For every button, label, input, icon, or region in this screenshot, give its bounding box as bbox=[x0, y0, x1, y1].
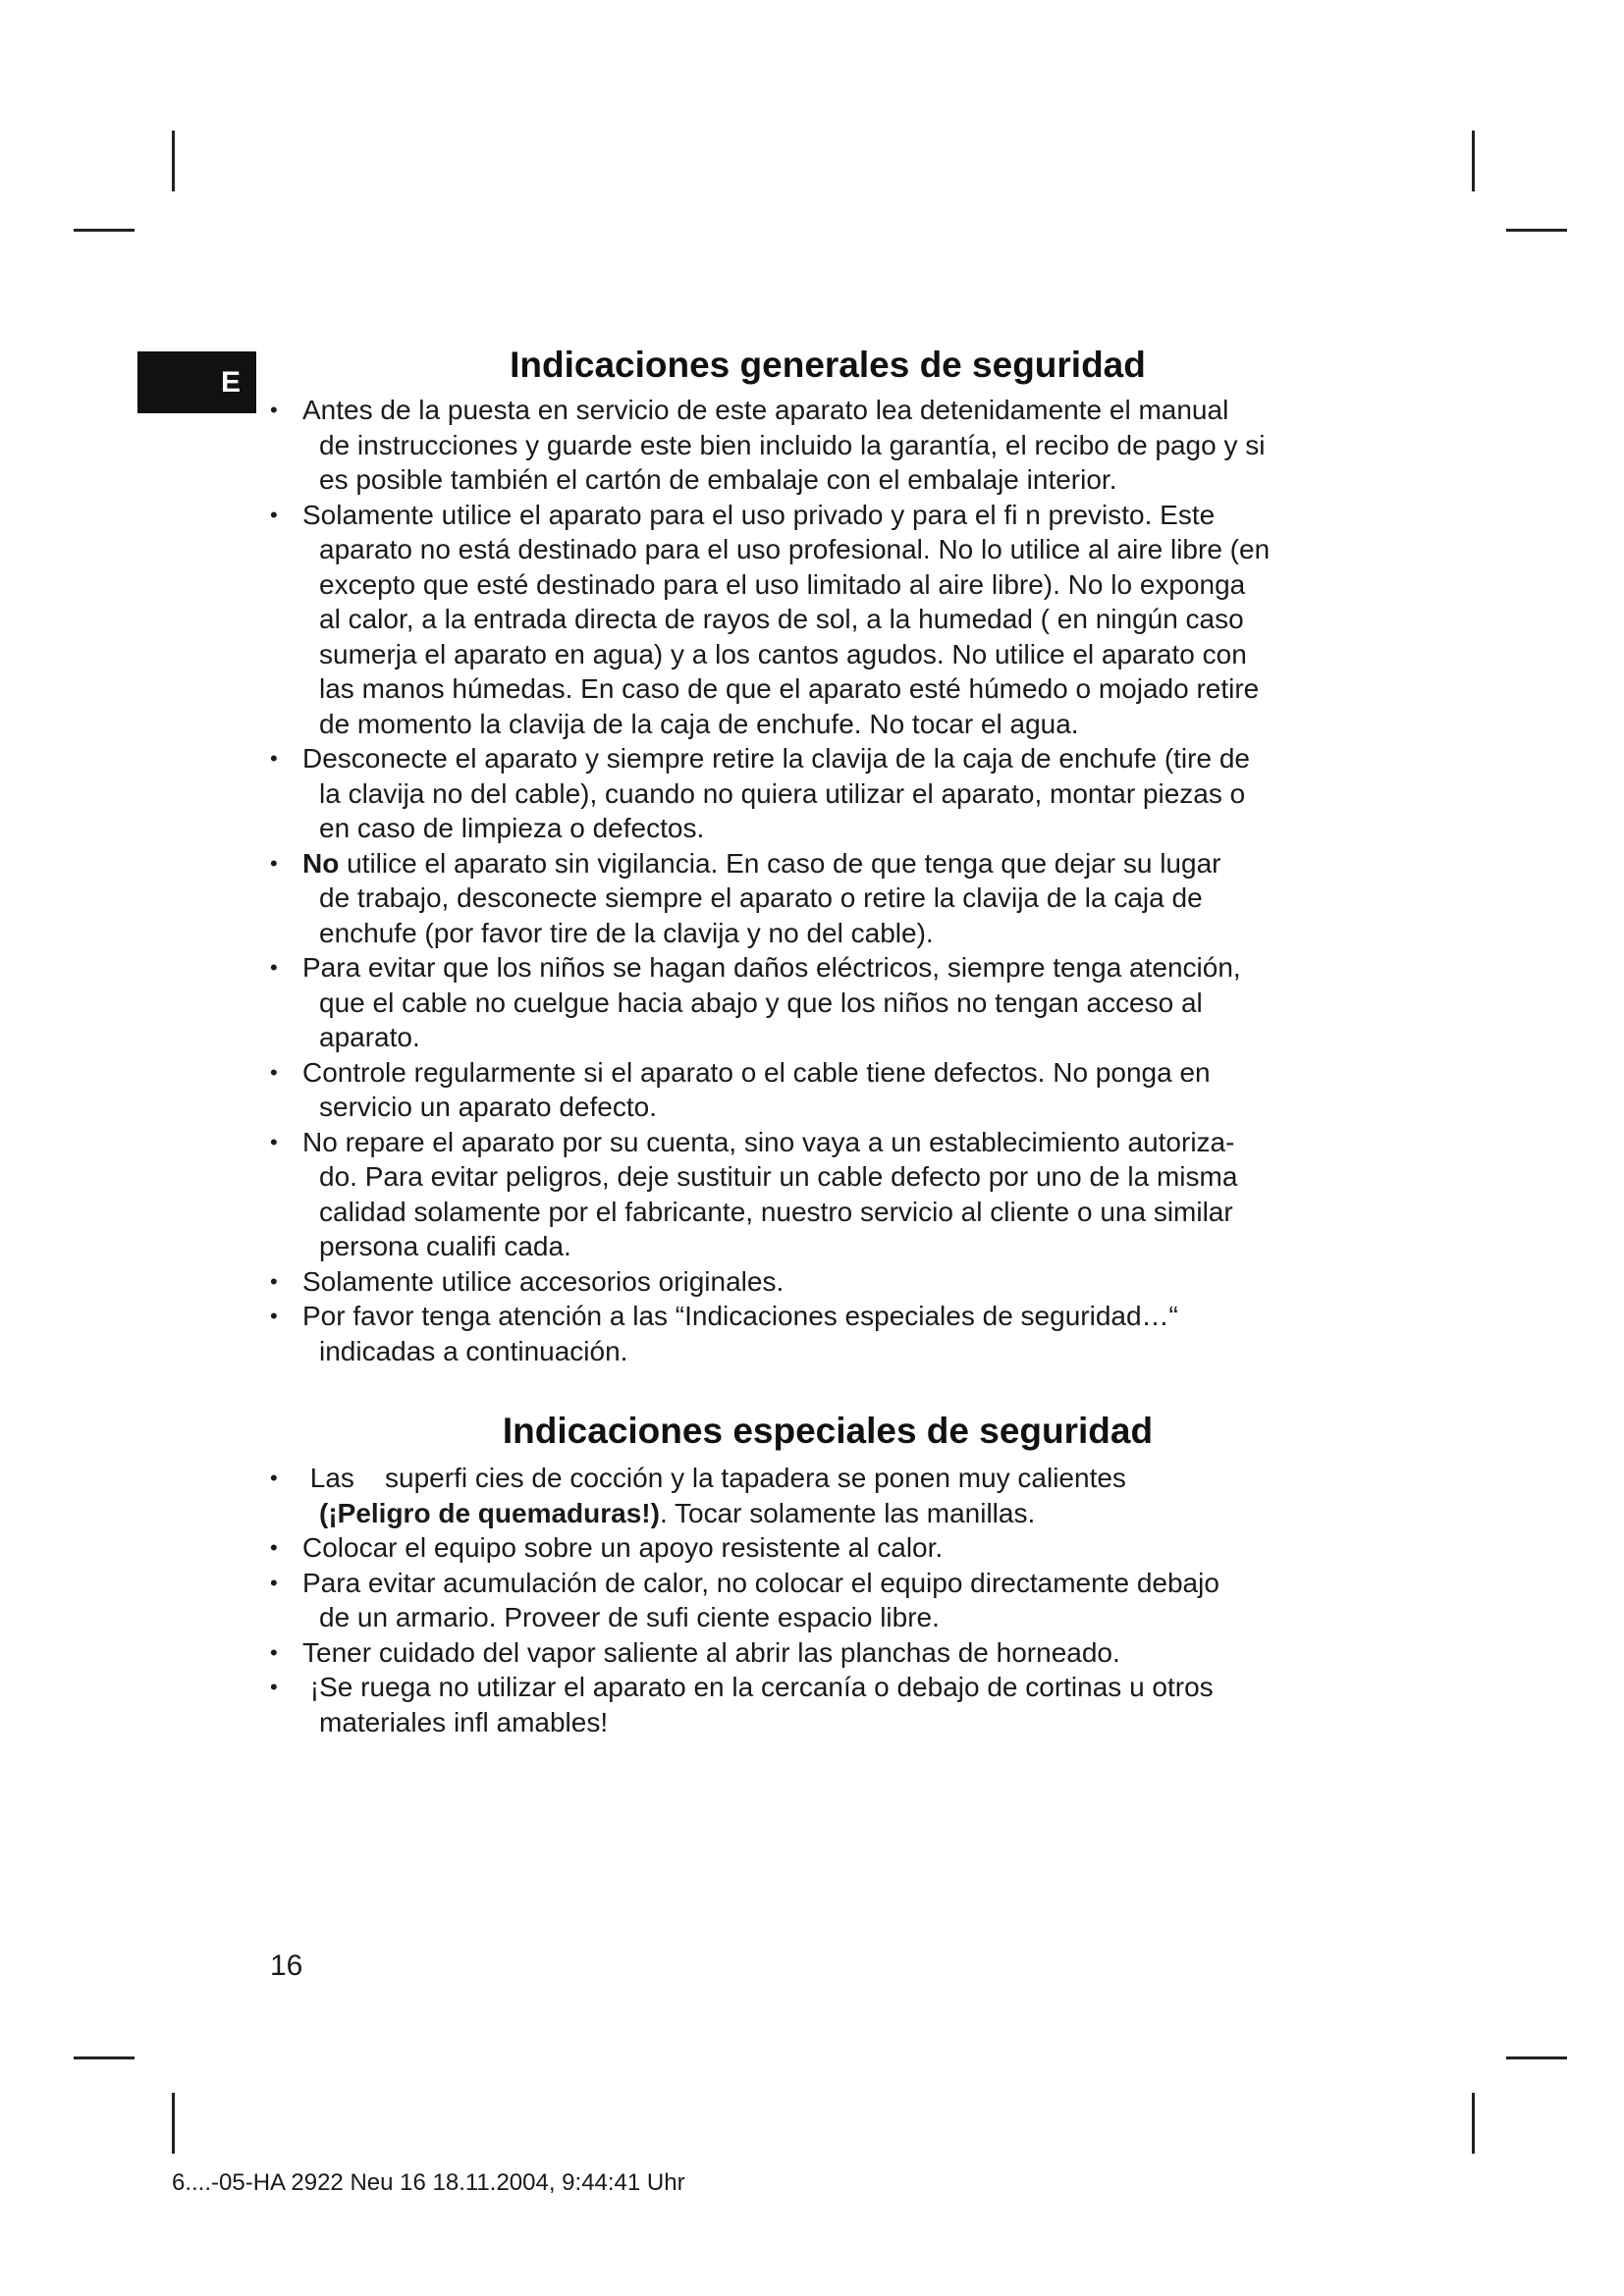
list-item bbox=[268, 950, 1387, 1055]
general-safety-list bbox=[268, 393, 1387, 1368]
list-item bbox=[268, 1670, 1387, 1739]
line: • No repare el aparato por su cuenta, sino vaya a un establecimiento autoriza- bbox=[302, 1126, 1235, 1157]
line: materiales infl amables! bbox=[319, 1706, 609, 1737]
line: al calor, a la entrada directa de rayos de sol, a la humedad ( en ningún caso bbox=[319, 604, 1244, 634]
line bbox=[302, 1496, 1387, 1531]
page-number: 16 bbox=[270, 1949, 303, 1982]
crop-mark-top-left-horizontal bbox=[74, 229, 135, 232]
crop-mark-bottom-right-horizontal bbox=[1506, 2056, 1567, 2059]
language-tab-label: E bbox=[220, 365, 241, 399]
line: indicadas a continuación. bbox=[319, 1335, 628, 1366]
line bbox=[302, 846, 1387, 881]
line: • ¡Se ruega no utilizar el aparato en la cercanía o debajo de cortinas u otros bbox=[302, 1672, 1214, 1702]
line: • Desconecte el aparato y siempre retire la clavija de la caja de enchufe (tire de bbox=[302, 743, 1250, 774]
crop-mark-top-left-vertical bbox=[172, 131, 175, 191]
crop-mark-bottom-left-vertical bbox=[172, 2093, 175, 2154]
line: de un armario. Proveer de sufi ciente espacio libre. bbox=[319, 1602, 940, 1632]
warning-bold: (¡Peligro de quemaduras!) bbox=[319, 1497, 660, 1528]
line: las manos húmedas. En caso de que el aparato esté húmedo o mojado retire bbox=[319, 673, 1260, 704]
special-safety-list bbox=[268, 1461, 1387, 1739]
line: sumerja el aparato en agua) y a los cantos agudos. No utilice el aparato con bbox=[319, 638, 1247, 669]
line: • Las superfi cies de cocción y la tapadera se ponen muy calientes bbox=[302, 1463, 1126, 1493]
line: • Para evitar acumulación de calor, no colocar el equipo directamente debajo bbox=[302, 1567, 1219, 1598]
line: • Antes de la puesta en servicio de este aparato lea detenidamente el manual bbox=[302, 395, 1229, 425]
crop-mark-top-right-vertical bbox=[1472, 131, 1475, 191]
line: es posible también el cartón de embalaje con el embalaje interior. bbox=[319, 464, 1117, 495]
crop-mark-bottom-left-horizontal bbox=[74, 2056, 135, 2059]
line: de trabajo, desconecte siempre el aparato o retire la clavija de la caja de bbox=[319, 882, 1203, 913]
line: aparato. bbox=[319, 1022, 420, 1052]
general-safety-title: Indicaciones generales de seguridad bbox=[510, 345, 1146, 385]
list-item bbox=[268, 1264, 1387, 1300]
line-text: utilice el aparato sin vigilancia. En caso de que tenga que dejar su lugar bbox=[339, 847, 1221, 879]
list-item bbox=[268, 1530, 1387, 1566]
line-text: . Tocar solamente las manillas. bbox=[659, 1497, 1036, 1528]
list-item bbox=[268, 1055, 1387, 1125]
line: • Para evitar que los niños se hagan daños eléctricos, siempre tenga atención, bbox=[302, 952, 1241, 983]
line: de momento la clavija de la caja de enchufe. No tocar el agua. bbox=[319, 708, 1079, 739]
bold-lead: No bbox=[302, 847, 340, 879]
line: • Controle regularmente si el aparato o el cable tiene defectos. No ponga en bbox=[302, 1056, 1211, 1088]
list-item bbox=[268, 498, 1387, 742]
general-safety-section bbox=[268, 344, 1387, 1368]
list-item bbox=[268, 1125, 1387, 1264]
print-footer: 6....-05-HA 2922 Neu 16 18.11.2004, 9:44:41 Uhr bbox=[172, 2169, 685, 2196]
language-tab bbox=[137, 351, 256, 413]
line: • Por favor tenga atención a las “Indicaciones especiales de seguridad…“ bbox=[302, 1301, 1178, 1331]
line: aparato no está destinado para el uso profesional. No lo utilice al aire libre (en bbox=[319, 534, 1271, 564]
line: enchufe (por favor tire de la clavija y no del cable). bbox=[319, 917, 934, 948]
crop-mark-bottom-right-vertical bbox=[1472, 2093, 1475, 2154]
line: persona cualifi cada. bbox=[319, 1231, 571, 1261]
special-safety-title: Indicaciones especiales de seguridad bbox=[502, 1411, 1154, 1451]
line: • Solamente utilice accesorios originales. bbox=[302, 1265, 785, 1297]
line: en caso de limpieza o defectos. bbox=[319, 813, 705, 843]
line: servicio un aparato defecto. bbox=[319, 1092, 657, 1122]
list-item bbox=[268, 846, 1387, 951]
list-item bbox=[268, 1566, 1387, 1635]
list-item bbox=[268, 1635, 1387, 1671]
line: excepto que esté destinado para el uso limitado al aire libre). No lo exponga bbox=[319, 568, 1246, 600]
line: • Solamente utilice el aparato para el uso privado y para el fi n previsto. Este bbox=[302, 499, 1216, 530]
line: do. Para evitar peligros, deje sustituir un cable defecto por uno de la misma bbox=[319, 1161, 1238, 1192]
crop-mark-top-right-horizontal bbox=[1506, 229, 1567, 232]
list-item bbox=[268, 1299, 1387, 1368]
line: que el cable no cuelgue hacia abajo y que los niños no tengan acceso al bbox=[319, 987, 1203, 1018]
special-safety-section bbox=[268, 1410, 1387, 1739]
line: calidad solamente por el fabricante, nuestro servicio al cliente o una similar bbox=[319, 1196, 1233, 1227]
line: • Tener cuidado del vapor saliente al abrir las planchas de horneado. bbox=[302, 1636, 1120, 1668]
line: de instrucciones y guarde este bien incluido la garantía, el recibo de pago y si bbox=[319, 429, 1266, 460]
line: • Colocar el equipo sobre un apoyo resistente al calor. bbox=[302, 1532, 944, 1563]
list-item bbox=[268, 393, 1387, 498]
line: la clavija no del cable), cuando no quiera utilizar el aparato, montar piezas o bbox=[319, 777, 1246, 809]
list-item bbox=[268, 741, 1387, 846]
list-item bbox=[268, 1461, 1387, 1530]
